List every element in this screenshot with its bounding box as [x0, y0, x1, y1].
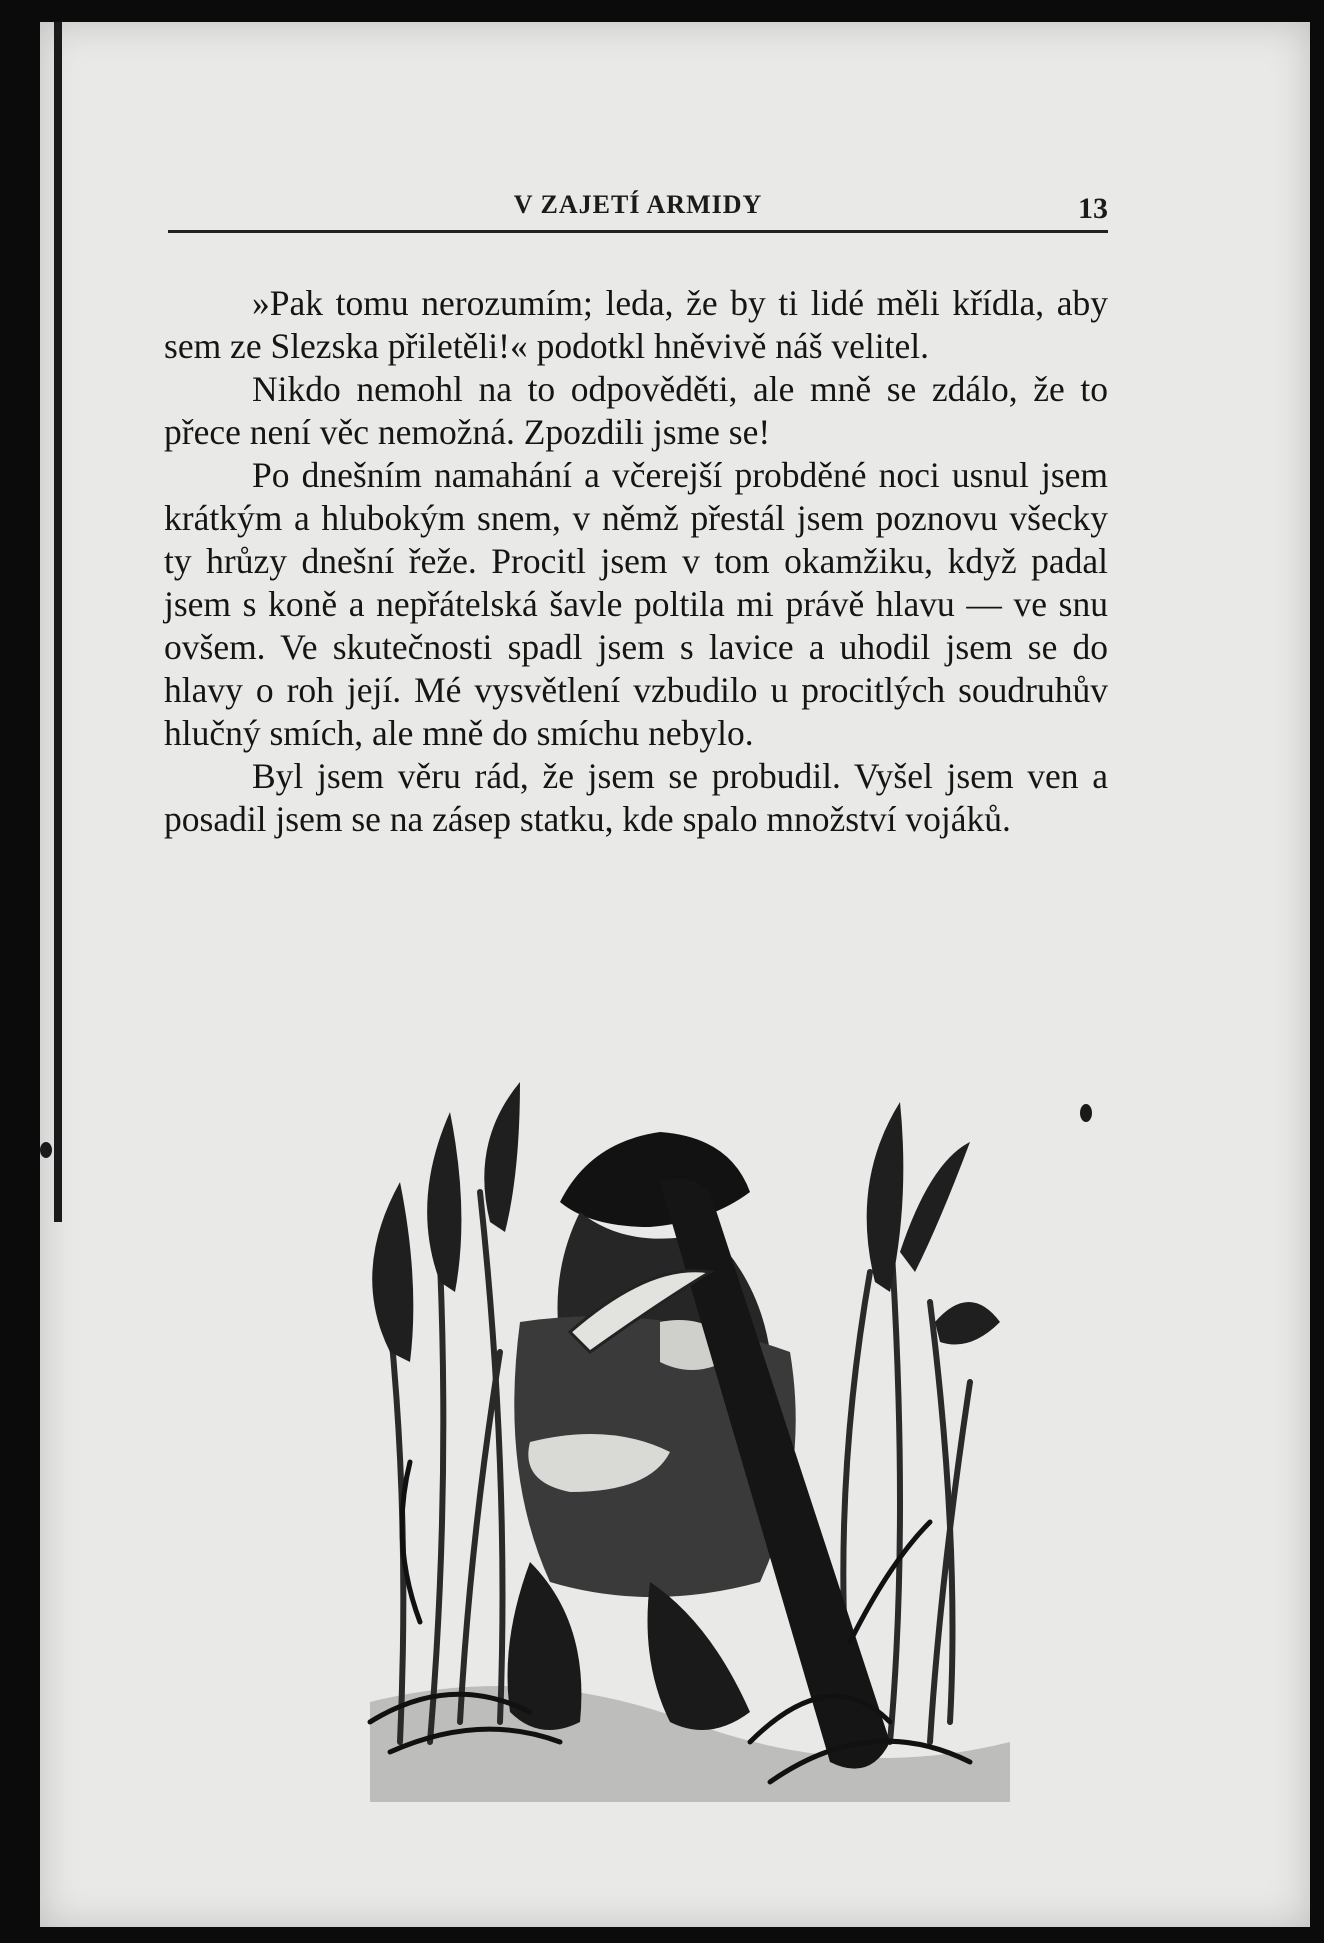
illustration-soldier-in-reeds: [330, 1022, 1030, 1822]
page-header: [168, 182, 1108, 233]
running-title: V ZAJETÍ ARMIDY: [513, 190, 763, 219]
paragraph: Nikdo nemohl na to odpověděti, ale mně se zdálo, že to přece není věc nemožná. Zpozdili jsme se!: [164, 369, 1108, 452]
page-blemish: [40, 1142, 52, 1158]
paragraph: Po dnešním namahání a včerejší probděné noci usnul jsem krátkým a hlubokým snem, v němž přestál jsem poznovu všecky ty hrůzy dnešní řeže. Procitl jsem v tom okamžiku, když padal jsem s koně a nepřátelská šavle poltila mi právě hlavu — ve snu ovšem. Ve skutečnosti spadl jsem s lavice a uhodil jsem se do hlavy o roh její. Mé vysvětlení vzbudilo u procitlých soudruhův hlučný smích, ale mně do smíchu nebylo.: [164, 455, 1108, 753]
paragraph: »Pak tomu nerozumím; leda, že by ti lidé měli křídla, aby sem ze Slezska přiletěli!« podotkl hněvivě náš velitel.: [164, 283, 1108, 366]
paragraph: Byl jsem věru rád, že jsem se probudil. Vyšel jsem ven a posadil jsem se na zásep statku, kde spalo množství vojáků.: [164, 756, 1108, 839]
binding-gutter: [54, 22, 62, 1222]
page-sheet: [40, 22, 1310, 1927]
page-number: 13: [1078, 192, 1108, 225]
body-text: [164, 282, 1108, 841]
page-blemish: [1080, 1104, 1092, 1122]
